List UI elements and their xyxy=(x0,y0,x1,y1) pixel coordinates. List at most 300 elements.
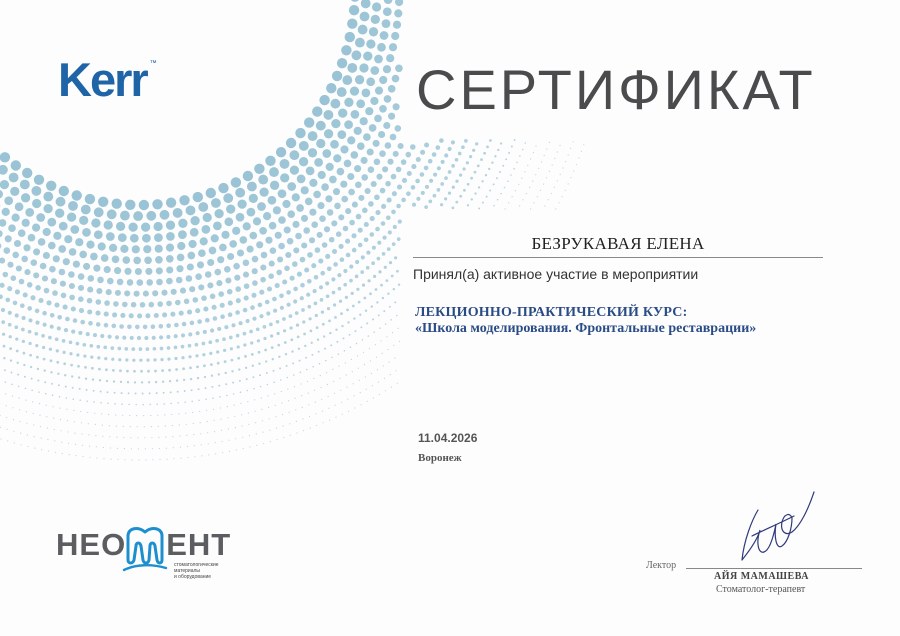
halftone-dot xyxy=(38,391,40,393)
halftone-dot xyxy=(320,271,325,276)
halftone-dot xyxy=(135,325,140,330)
halftone-dot xyxy=(244,355,247,358)
halftone-dot xyxy=(306,167,315,176)
halftone-dot xyxy=(481,180,483,182)
halftone-dot xyxy=(187,457,188,458)
halftone-dot xyxy=(0,258,5,264)
halftone-dot xyxy=(185,413,186,414)
halftone-dot xyxy=(420,150,425,155)
halftone-dot xyxy=(440,182,444,186)
certificate-title: СЕРТИФИКАТ xyxy=(416,58,816,121)
halftone-dot xyxy=(502,165,504,167)
halftone-dot xyxy=(562,167,563,168)
halftone-dot xyxy=(359,314,361,316)
halftone-dot xyxy=(211,234,219,242)
lector-role: Стоматолог-терапевт xyxy=(716,584,806,595)
halftone-dot xyxy=(363,352,364,353)
halftone-dot xyxy=(208,454,209,455)
halftone-dot xyxy=(103,447,104,448)
halftone-dot xyxy=(390,134,397,141)
halftone-dot xyxy=(45,393,47,395)
halftone-dot xyxy=(213,316,218,321)
halftone-dot xyxy=(382,19,391,28)
halftone-dot xyxy=(0,230,3,237)
halftone-dot xyxy=(370,360,371,361)
halftone-dot xyxy=(55,452,56,453)
halftone-dot xyxy=(198,249,206,257)
halftone-dot xyxy=(0,294,3,299)
halftone-dot xyxy=(527,165,528,166)
halftone-dot xyxy=(202,353,205,356)
halftone-dot xyxy=(235,188,245,198)
halftone-dot xyxy=(336,341,338,343)
halftone-dot xyxy=(393,345,394,346)
halftone-dot xyxy=(538,168,539,169)
halftone-dot xyxy=(66,397,68,399)
halftone-dot xyxy=(323,422,324,423)
halftone-dot xyxy=(162,381,164,383)
halftone-dot xyxy=(3,345,6,348)
halftone-dot xyxy=(308,393,309,394)
halftone-dot xyxy=(369,27,378,36)
halftone-dot xyxy=(23,292,28,297)
halftone-dot xyxy=(379,327,381,329)
halftone-dot xyxy=(397,383,398,384)
halftone-dot xyxy=(131,448,132,449)
halftone-dot xyxy=(318,259,323,264)
halftone-dot xyxy=(195,343,199,347)
halftone-dot xyxy=(241,414,242,415)
halftone-dot xyxy=(362,208,368,214)
halftone-dot xyxy=(371,373,372,374)
halftone-dot xyxy=(196,331,200,335)
halftone-dot xyxy=(345,239,350,244)
kerr-trademark: ™ xyxy=(149,60,157,67)
halftone-dot xyxy=(143,325,148,330)
halftone-dot xyxy=(92,378,94,380)
halftone-dot xyxy=(348,189,355,196)
halftone-dot xyxy=(170,312,175,317)
halftone-dot xyxy=(0,190,3,199)
halftone-dot xyxy=(13,419,14,420)
halftone-dot xyxy=(513,168,515,170)
halftone-dot xyxy=(173,208,183,218)
halftone-dot xyxy=(302,407,303,408)
halftone-dot xyxy=(131,459,132,460)
halftone-dot xyxy=(69,295,75,301)
halftone-dot xyxy=(334,316,337,319)
halftone-dot xyxy=(301,395,302,396)
halftone-dot xyxy=(371,305,373,307)
halftone-dot xyxy=(240,391,242,393)
halftone-dot xyxy=(337,58,347,68)
halftone-dot xyxy=(201,444,202,445)
halftone-dot xyxy=(151,324,156,329)
halftone-dot xyxy=(287,210,295,218)
halftone-dot xyxy=(5,235,12,242)
halftone-dot xyxy=(215,442,216,443)
halftone-dot xyxy=(104,357,107,360)
halftone-dot xyxy=(392,191,397,196)
neodent-tagline-line-3: и оборудование xyxy=(174,574,212,580)
halftone-dot xyxy=(13,431,14,432)
halftone-dot xyxy=(140,302,146,308)
halftone-dot xyxy=(270,247,277,254)
halftone-dot xyxy=(55,209,64,218)
halftone-dot xyxy=(7,429,8,430)
neodent-logo xyxy=(56,520,246,590)
halftone-dot xyxy=(144,437,145,438)
halftone-dot xyxy=(303,430,304,431)
halftone-dot xyxy=(64,235,72,243)
halftone-dot xyxy=(398,328,399,329)
halftone-dot xyxy=(166,301,172,307)
halftone-dot xyxy=(208,443,209,444)
halftone-dot xyxy=(249,194,258,203)
halftone-dot xyxy=(197,377,199,379)
halftone-dot xyxy=(296,421,297,422)
halftone-dot xyxy=(386,336,387,337)
halftone-dot xyxy=(576,164,577,165)
halftone-dot xyxy=(75,444,76,445)
halftone-dot xyxy=(108,414,109,415)
halftone-dot xyxy=(94,413,95,414)
halftone-dot xyxy=(9,335,12,338)
halftone-dot xyxy=(358,25,368,35)
halftone-dot xyxy=(236,213,245,222)
halftone-dot xyxy=(67,212,76,221)
halftone-dot xyxy=(259,290,264,295)
halftone-dot xyxy=(280,159,290,169)
halftone-dot xyxy=(278,189,287,198)
halftone-dot xyxy=(79,388,81,390)
halftone-dot xyxy=(337,168,345,176)
halftone-dot xyxy=(332,249,337,254)
halftone-dot xyxy=(282,200,290,208)
halftone-dot xyxy=(581,151,582,152)
halftone-dot xyxy=(186,435,187,436)
halftone-dot xyxy=(103,346,107,350)
halftone-dot xyxy=(152,459,153,460)
halftone-dot xyxy=(381,340,382,341)
halftone-dot xyxy=(375,227,380,232)
halftone-dot xyxy=(267,286,272,291)
halftone-dot xyxy=(242,437,243,438)
halftone-dot xyxy=(329,332,331,334)
halftone-dot xyxy=(166,244,174,252)
halftone-dot xyxy=(347,173,354,180)
halftone-dot xyxy=(11,372,13,374)
halftone-dot xyxy=(259,314,263,318)
halftone-dot xyxy=(394,256,397,259)
halftone-dot xyxy=(252,365,254,367)
event-date: 11.04.2026 xyxy=(418,431,478,445)
halftone-dot xyxy=(326,294,330,298)
halftone-dot xyxy=(219,244,227,252)
halftone-dot xyxy=(364,237,369,242)
halftone-dot xyxy=(289,314,293,318)
halftone-dot xyxy=(234,275,240,281)
halftone-dot xyxy=(330,344,332,346)
halftone-dot xyxy=(52,290,58,296)
halftone-dot xyxy=(176,277,183,284)
halftone-dot xyxy=(50,325,54,329)
halftone-dot xyxy=(493,183,495,185)
halftone-dot xyxy=(308,317,311,320)
halftone-dot xyxy=(260,386,262,388)
halftone-dot xyxy=(391,32,399,40)
halftone-dot xyxy=(211,198,221,208)
halftone-dot xyxy=(146,211,156,221)
halftone-dot xyxy=(128,222,137,231)
halftone-dot xyxy=(183,379,185,381)
halftone-dot xyxy=(190,321,195,326)
halftone-dot xyxy=(227,253,234,260)
halftone-dot xyxy=(133,370,136,373)
halftone-dot xyxy=(399,341,400,342)
halftone-dot xyxy=(565,190,566,191)
halftone-dot xyxy=(77,365,80,368)
halftone-dot xyxy=(356,214,362,220)
halftone-dot xyxy=(86,389,88,391)
halftone-dot xyxy=(391,275,394,278)
halftone-dot xyxy=(110,346,114,350)
halftone-dot xyxy=(486,146,489,149)
halftone-dot xyxy=(111,358,114,361)
halftone-dot xyxy=(324,226,330,232)
halftone-dot xyxy=(25,208,34,217)
halftone-dot xyxy=(338,353,340,355)
halftone-dot xyxy=(286,138,296,148)
halftone-dot xyxy=(297,272,302,277)
halftone-dot xyxy=(35,309,40,314)
halftone-dot xyxy=(126,370,129,373)
halftone-dot xyxy=(181,356,184,359)
halftone-dot xyxy=(263,443,264,444)
halftone-dot xyxy=(251,353,254,356)
halftone-dot xyxy=(19,398,20,399)
halftone-dot xyxy=(508,152,510,154)
halftone-dot xyxy=(167,357,170,360)
halftone-dot xyxy=(124,347,128,351)
halftone-dot xyxy=(86,332,90,336)
halftone-dot xyxy=(56,361,59,364)
halftone-dot xyxy=(358,228,363,233)
halftone-dot xyxy=(172,436,173,437)
halftone-dot xyxy=(246,378,248,380)
halftone-dot xyxy=(415,179,420,184)
halftone-dot xyxy=(367,401,368,402)
halftone-dot xyxy=(511,196,512,197)
halftone-dot xyxy=(153,347,157,351)
halftone-dot xyxy=(398,220,402,224)
halftone-dot xyxy=(31,378,33,380)
halftone-dot xyxy=(327,266,332,271)
halftone-dot xyxy=(193,192,203,202)
halftone-dot xyxy=(302,418,303,419)
halftone-dot xyxy=(275,405,276,406)
halftone-dot xyxy=(226,395,228,397)
halftone-dot xyxy=(243,308,248,313)
halftone-dot xyxy=(20,180,30,190)
halftone-dot xyxy=(363,51,372,60)
halftone-dot xyxy=(116,437,117,438)
halftone-dot xyxy=(128,404,130,406)
halftone-dot xyxy=(198,400,200,402)
halftone-dot xyxy=(526,193,527,194)
halftone-dot xyxy=(319,363,321,365)
halftone-dot xyxy=(316,326,319,329)
halftone-dot xyxy=(217,256,224,263)
halftone-dot xyxy=(378,270,381,273)
halftone-dot xyxy=(376,301,378,303)
halftone-dot xyxy=(287,389,288,390)
halftone-dot xyxy=(364,222,369,227)
halftone-dot xyxy=(21,193,30,202)
halftone-dot xyxy=(119,324,124,329)
halftone-dot xyxy=(50,371,52,373)
halftone-dot xyxy=(254,399,255,400)
halftone-dot xyxy=(220,314,225,319)
halftone-dot xyxy=(307,305,311,309)
halftone-dot xyxy=(3,357,5,359)
halftone-dot xyxy=(317,202,324,209)
halftone-dot xyxy=(40,426,41,427)
halftone-dot xyxy=(360,326,362,328)
halftone-dot xyxy=(152,336,156,340)
halftone-dot xyxy=(514,139,516,141)
halftone-dot xyxy=(225,372,227,374)
halftone-dot xyxy=(78,376,80,378)
halftone-dot xyxy=(343,269,347,273)
halftone-dot xyxy=(25,400,26,401)
halftone-dot xyxy=(328,320,331,323)
halftone-dot xyxy=(157,415,158,416)
halftone-dot xyxy=(394,358,395,359)
halftone-dot xyxy=(289,326,292,329)
halftone-dot xyxy=(224,360,227,363)
halftone-dot xyxy=(535,145,536,146)
halftone-dot xyxy=(19,409,20,410)
halftone-dot xyxy=(248,424,249,425)
halftone-dot xyxy=(496,177,498,179)
halftone-dot xyxy=(16,265,22,271)
halftone-dot xyxy=(235,310,240,315)
halftone-dot xyxy=(269,430,270,431)
halftone-dot xyxy=(130,426,131,427)
halftone-dot xyxy=(1,320,5,324)
halftone-dot xyxy=(112,369,115,372)
halftone-dot xyxy=(139,200,149,210)
halftone-dot xyxy=(296,204,304,212)
halftone-dot xyxy=(345,208,351,214)
halftone-dot xyxy=(319,215,326,222)
halftone-dot xyxy=(117,448,118,449)
halftone-dot xyxy=(135,404,137,406)
halftone-dot xyxy=(339,244,344,249)
halftone-dot xyxy=(90,355,93,358)
halftone-dot xyxy=(187,252,195,260)
halftone-dot xyxy=(444,176,448,180)
halftone-dot xyxy=(357,142,365,150)
halftone-dot xyxy=(51,383,53,385)
halftone-dot xyxy=(150,415,151,416)
halftone-dot xyxy=(340,312,343,315)
halftone-dot xyxy=(293,374,295,376)
halftone-dot xyxy=(69,352,72,355)
halftone-dot xyxy=(352,371,353,372)
halftone-dot xyxy=(325,195,332,202)
halftone-dot xyxy=(83,354,86,357)
halftone-dot xyxy=(112,312,117,317)
halftone-dot xyxy=(88,321,93,326)
halftone-dot xyxy=(299,141,309,151)
halftone-dot xyxy=(0,219,6,227)
halftone-dot xyxy=(230,347,233,350)
halftone-dot xyxy=(171,289,177,295)
halftone-dot xyxy=(335,405,336,406)
halftone-dot xyxy=(243,222,251,230)
neodent-tagline-line-1: стоматологические xyxy=(174,562,219,568)
halftone-dot xyxy=(214,209,223,218)
halftone-dot xyxy=(298,348,300,350)
halftone-dot xyxy=(236,298,241,303)
halftone-dot xyxy=(13,301,18,306)
halftone-dot xyxy=(383,310,385,312)
halftone-dot xyxy=(379,394,380,395)
halftone-dot xyxy=(381,204,386,209)
halftone-dot xyxy=(84,366,87,369)
halftone-dot xyxy=(6,417,7,418)
halftone-dot xyxy=(64,328,68,332)
halftone-dot xyxy=(191,401,193,403)
halftone-dot xyxy=(313,289,317,293)
halftone-dot xyxy=(159,459,160,460)
halftone-dot xyxy=(252,256,259,263)
halftone-dot xyxy=(284,341,287,344)
halftone-dot xyxy=(356,343,358,345)
halftone-dot xyxy=(193,434,194,435)
halftone-dot xyxy=(337,87,347,97)
halftone-dot xyxy=(96,457,97,458)
halftone-dot xyxy=(114,267,121,274)
halftone-dot xyxy=(280,379,282,381)
halftone-dot xyxy=(522,199,523,200)
halftone-dot xyxy=(210,328,214,332)
halftone-dot xyxy=(104,300,110,306)
halftone-dot xyxy=(274,393,275,394)
halftone-dot xyxy=(138,459,139,460)
halftone-dot xyxy=(362,89,371,98)
halftone-dot xyxy=(64,374,66,376)
halftone-dot xyxy=(25,388,27,390)
halftone-dot xyxy=(38,298,43,303)
halftone-dot xyxy=(1,308,5,312)
halftone-dot xyxy=(261,397,262,398)
halftone-dot xyxy=(305,198,313,206)
halftone-dot xyxy=(246,390,248,392)
halftone-dot xyxy=(21,444,22,445)
halftone-dot xyxy=(22,168,32,178)
halftone-dot xyxy=(78,296,84,302)
halftone-dot xyxy=(98,197,108,207)
halftone-dot xyxy=(326,372,327,373)
halftone-dot xyxy=(46,405,47,406)
halftone-dot xyxy=(175,368,178,371)
halftone-dot xyxy=(122,336,126,340)
halftone-dot xyxy=(173,458,174,459)
halftone-dot xyxy=(244,296,249,301)
